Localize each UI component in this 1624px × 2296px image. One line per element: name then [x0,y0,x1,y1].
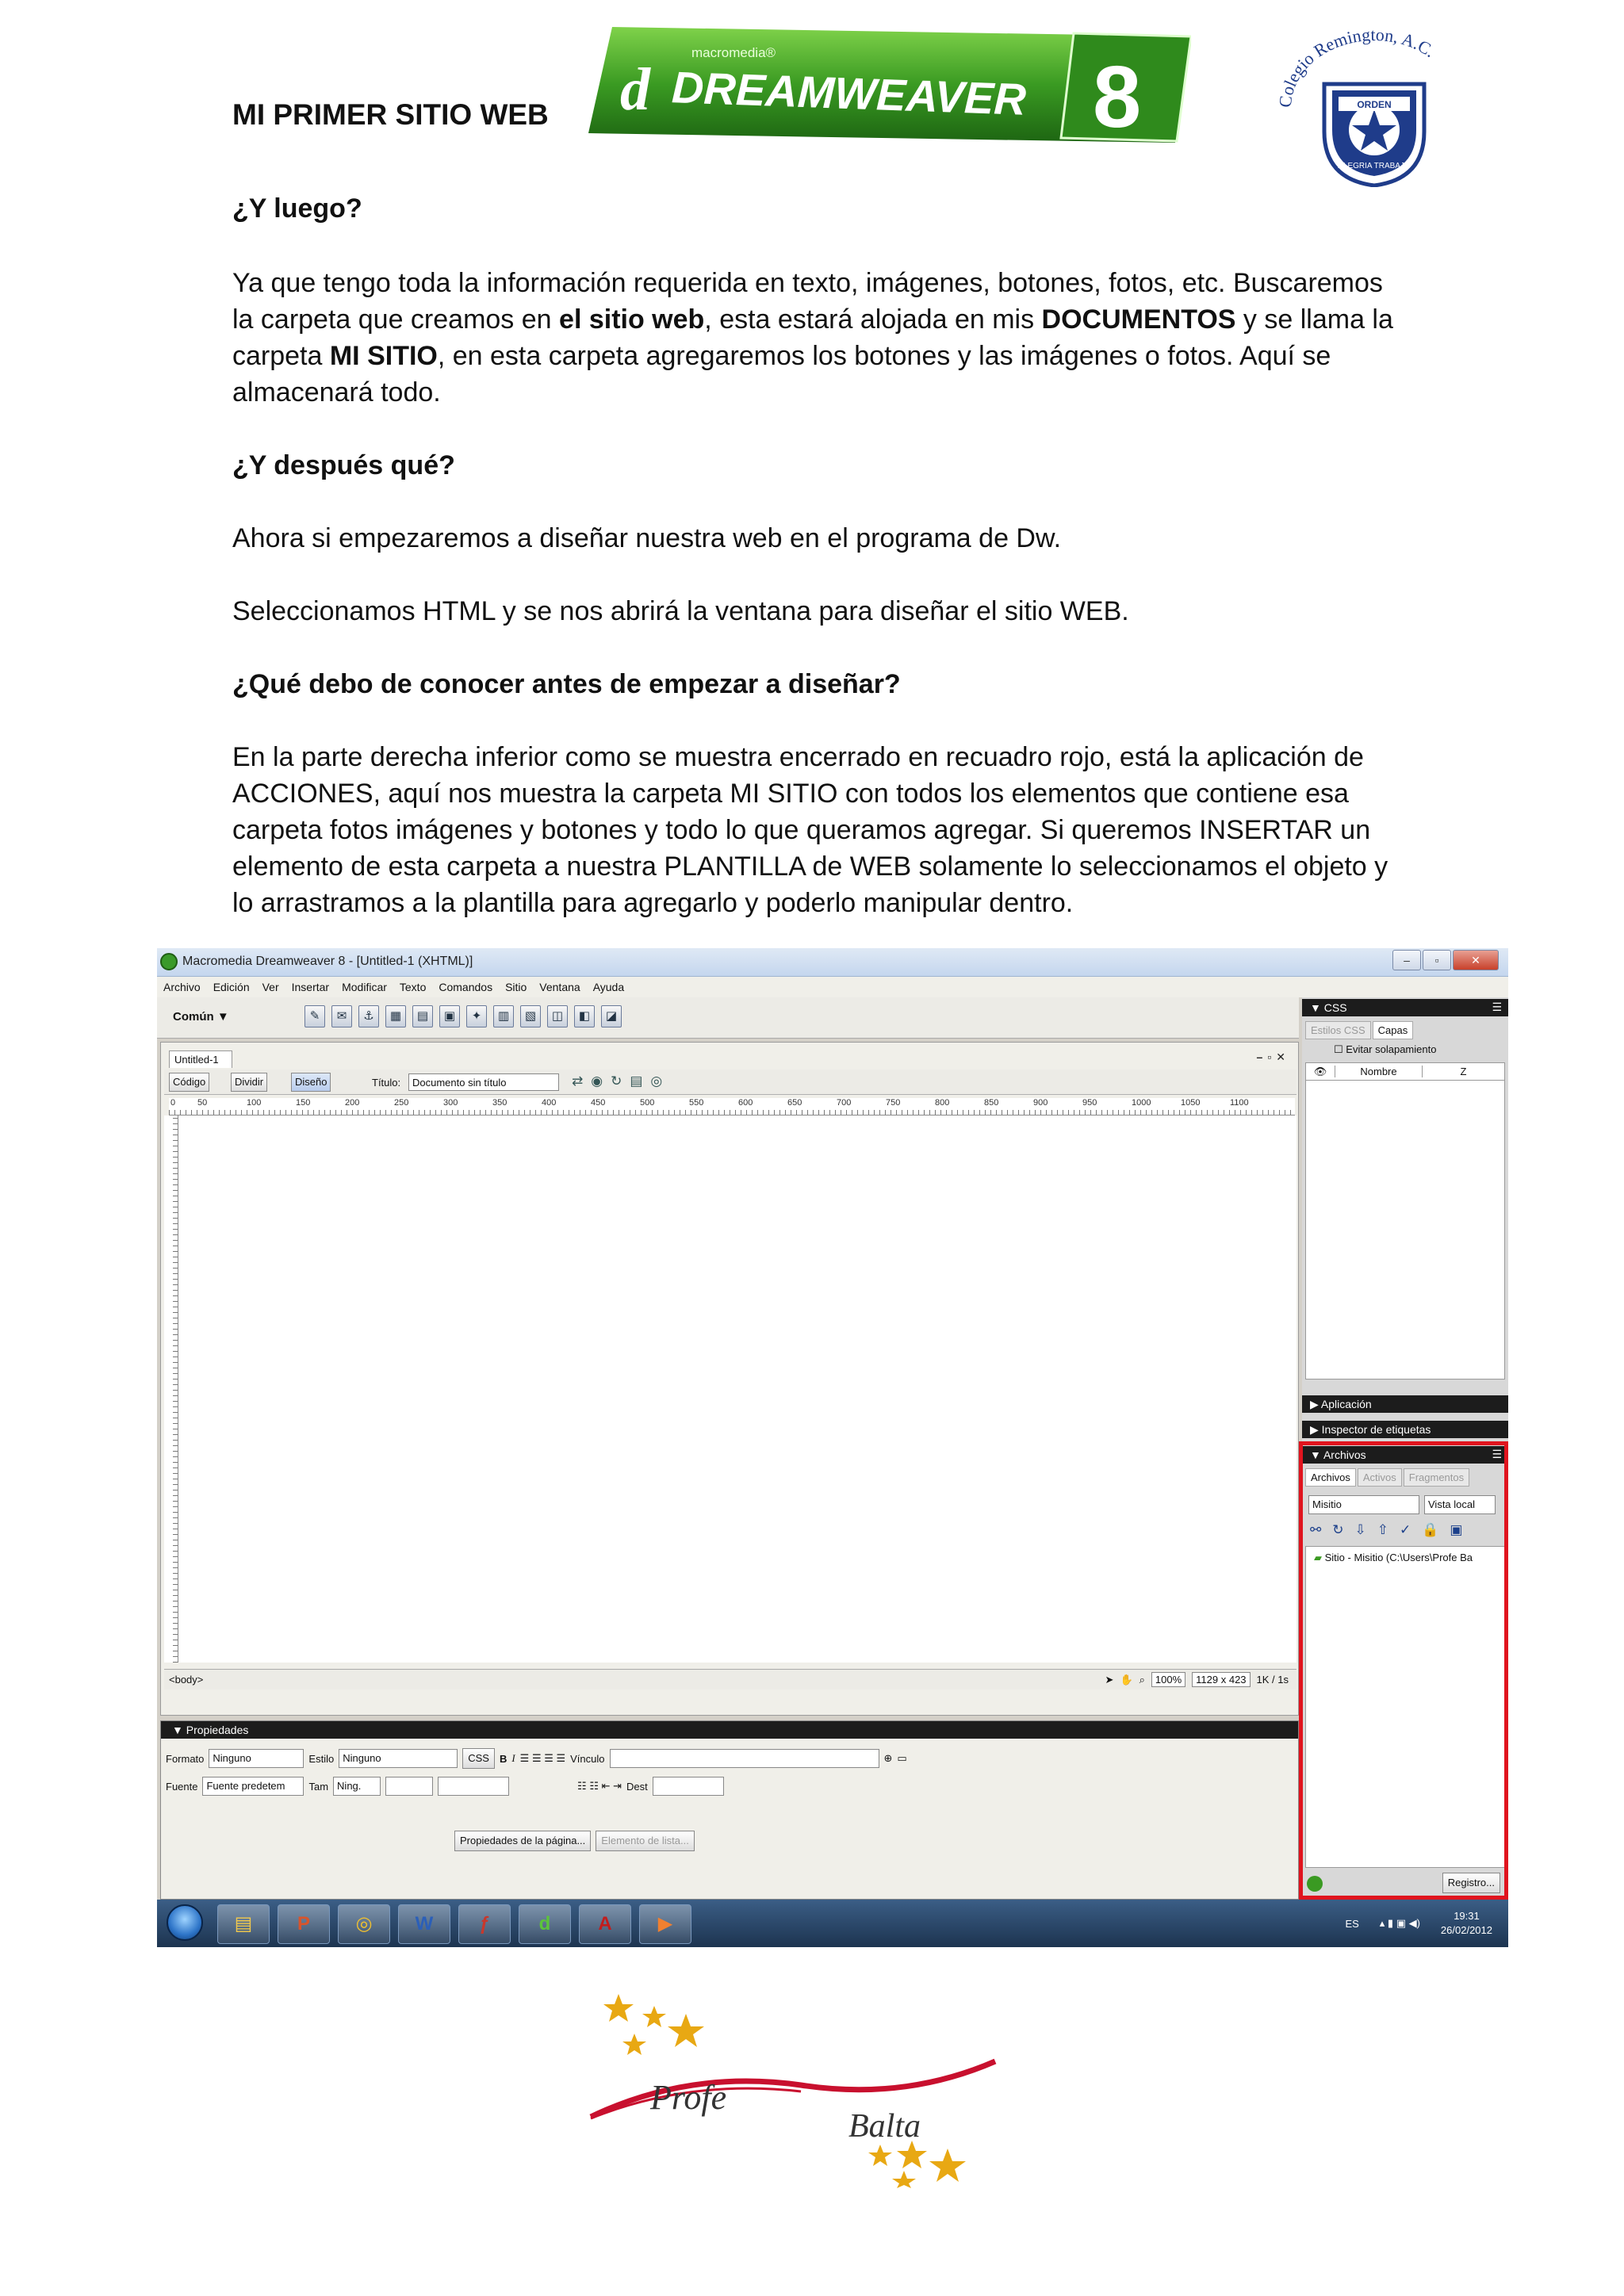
menu-insertar[interactable]: Insertar [291,981,330,993]
logo-d-mark: d [620,56,650,123]
taskbar-powerpoint[interactable]: P [278,1904,330,1944]
logo-macromedia: macromedia® [691,45,776,60]
zoom-select[interactable]: 100% [1151,1672,1185,1687]
windows-taskbar [157,1900,1508,1947]
system-tray [1345,1909,1492,1938]
start-button[interactable] [167,1904,203,1941]
ruler-mark: 300 [443,1098,458,1108]
window-size-select[interactable]: 1129 x 423 [1192,1672,1250,1687]
ruler-mark: 750 [886,1098,901,1108]
folder-icon: ▰ [1314,1552,1322,1563]
media-icon[interactable]: ✦ [466,1005,487,1027]
col-z: Z [1422,1066,1504,1077]
code-view-button[interactable]: Código [169,1073,209,1092]
star-icon [642,2006,666,2027]
seal-banner: ORDEN [1357,99,1392,110]
ruler-mark: 1050 [1181,1098,1201,1108]
overlap-checkbox[interactable]: ☐ Evitar solapamiento [1334,1043,1437,1055]
clock-time: 19:31 [1454,1910,1480,1922]
menu-edicion[interactable]: Edición [213,981,250,993]
panel-options-icon[interactable]: ☰ [1492,1001,1502,1013]
menu-ventana[interactable]: Ventana [539,981,580,993]
star-icon [868,2145,892,2166]
star-icon [668,2014,704,2047]
taskbar-dreamweaver[interactable]: d [519,1904,571,1944]
ruler-mark: 900 [1033,1098,1048,1108]
log-button[interactable]: Registro... [1442,1873,1500,1893]
layers-list[interactable] [1305,1062,1505,1380]
taskbar-explorer[interactable]: ▤ [217,1904,270,1944]
properties-header[interactable]: ▼ Propiedades [161,1721,1298,1739]
paragraph-4: En la parte derecha inferior como se muestra encerrado en recuadro rojo, está la aplicación de ACCIONES, aquí nos muestra la carpeta MI SITIO con todos los elementos que contiene esa carpeta fotos imágenes y botones y todo lo que queramos agregar. Si queremos INSERTAR un elemento de esta carpeta a nuestra PLANTILLA de WEB solamente lo seleccionamos el objeto y lo arrastramos a la plantilla para agregarlo y poderlo manipular dentro. [232,742,1388,918]
hyperlink-icon[interactable]: ✎ [304,1005,325,1027]
dreamweaver-screenshot [157,948,1508,1947]
files-options-icon[interactable]: ☰ [1492,1448,1502,1460]
design-canvas[interactable] [178,1115,1297,1663]
put-files-icon[interactable]: ⇧ [1377,1522,1388,1537]
clock-date: 26/02/2012 [1440,1924,1492,1936]
minimize-button[interactable]: – [1392,950,1421,970]
ruler-mark: 700 [837,1098,852,1108]
template-icon[interactable]: ◧ [574,1005,595,1027]
size-unit-select[interactable] [385,1777,433,1796]
menu-texto[interactable]: Texto [399,981,427,993]
tab-css-styles[interactable]: Estilos CSS [1305,1021,1371,1039]
menu-ver[interactable]: Ver [262,981,279,993]
document-toolbar [164,1070,1297,1095]
connect-icon[interactable]: ⚯ [1310,1522,1322,1537]
star-icon [892,2171,916,2188]
bold-icon[interactable]: B [499,1752,508,1765]
download-size: 1K / 1s [1256,1674,1289,1686]
comment-icon[interactable]: ◫ [547,1005,568,1027]
style-select[interactable]: Ninguno [339,1749,458,1768]
page-properties-button[interactable]: Propiedades de la página... [454,1831,591,1851]
refresh-files-icon[interactable]: ↻ [1332,1522,1344,1537]
style-label: Estilo [308,1752,335,1765]
browse-folder-icon[interactable]: ▭ [897,1752,907,1764]
overlap-checkbox-label: Evitar solapamiento [1346,1043,1437,1055]
server-include-icon[interactable]: ▧ [520,1005,541,1027]
p1-bold-documentos: DOCUMENTOS [1041,304,1236,335]
ruler-mark: 1000 [1132,1098,1151,1108]
dreamweaver-logo [588,22,1191,143]
check-in-icon[interactable]: 🔒 [1422,1522,1439,1537]
div-tag-icon[interactable]: ▤ [412,1005,433,1027]
view-select[interactable]: Vista local [1424,1495,1496,1514]
ruler-mark: 50 [197,1098,208,1108]
image-icon[interactable]: ▣ [439,1005,460,1027]
p1-part-a: Ya que tengo toda la información requerida en texto, imágenes, botones, fotos, etc. Buscaremos la carpeta que creamos en [232,268,1383,335]
list-item-button[interactable]: Elemento de lista... [596,1831,695,1851]
menu-bar [157,977,1508,997]
font-label: Fuente [166,1780,198,1793]
ruler-mark: 850 [984,1098,999,1108]
maximize-button[interactable]: ▫ [1423,950,1451,970]
preview-icon[interactable]: ◉ [591,1073,603,1089]
css-button[interactable]: CSS [462,1748,495,1769]
select-tool-icon[interactable]: ➤ [1105,1673,1114,1686]
target-select[interactable] [653,1777,724,1796]
menu-sitio[interactable]: Sitio [505,981,527,993]
title-label: Título: [372,1077,401,1089]
zoom-tool-icon[interactable]: ⌕ [1139,1673,1145,1686]
split-view-button[interactable]: Dividir [231,1073,267,1092]
ruler-mark: 950 [1082,1098,1097,1108]
logo-version: 8 [1093,48,1142,143]
p1-bold-sitio-web: el sitio web [559,304,705,335]
list-icons[interactable]: ☷ ☷ ⇤ ⇥ [577,1780,622,1792]
hand-tool-icon[interactable]: ✋ [1120,1673,1133,1686]
ruler-mark: 650 [787,1098,802,1108]
site-select[interactable]: Misitio [1308,1495,1419,1514]
window-controls [1392,950,1499,972]
tag-chooser-icon[interactable]: ◪ [601,1005,622,1027]
size-label: Tam [308,1780,329,1793]
ruler-mark: 150 [296,1098,311,1108]
title-input[interactable]: Documento sin título [408,1073,559,1091]
question-3: ¿Qué debo de conocer antes de empezar a diseñar? [232,669,901,699]
footer-text-balta: Balta [848,2108,921,2145]
file-management-icon[interactable]: ⇄ [572,1073,584,1089]
tab-assets[interactable]: Activos [1358,1468,1402,1487]
paragraph-3: Seleccionamos HTML y se nos abrirá la ventana para diseñar el sitio WEB. [232,596,1129,626]
design-view-button[interactable]: Diseño [291,1073,331,1092]
refresh-icon[interactable]: ↻ [611,1073,622,1089]
link-input[interactable] [610,1749,879,1768]
star-icon [622,2034,646,2055]
p1-part-c: , esta estará alojada en mis [704,304,1042,335]
ruler-mark: 1100 [1230,1098,1249,1108]
profe-balta-logo [587,1990,999,2188]
tag-selector[interactable]: <body> [169,1674,204,1686]
font-select[interactable]: Fuente predetem [202,1777,304,1796]
insert-bar [157,997,1299,1039]
clock[interactable] [1441,1909,1492,1938]
tab-layers[interactable]: Capas [1373,1021,1414,1039]
p1-part-g: , en esta carpeta agregaremos los botones y las imágenes o fotos. Aquí se almacenará todo. [232,341,1331,408]
italic-icon[interactable]: I [511,1752,515,1764]
ruler-mark: 200 [345,1098,360,1108]
paragraph-2: Ahora si empezaremos a diseñar nuestra web en el programa de Dw. [232,523,1062,553]
document-tab[interactable]: Untitled-1 [169,1050,232,1068]
insert-category-select[interactable]: Común ▼ [173,1010,229,1024]
taskbar-chrome[interactable]: ◎ [338,1904,390,1944]
document-window [160,1042,1299,1716]
menu-comandos[interactable]: Comandos [439,981,493,993]
align-icons[interactable]: ☰ ☰ ☰ ☰ [519,1752,566,1764]
taskbar-flash[interactable]: ƒ [458,1904,511,1944]
site-root-label: Sitio - Misitio (C:\Users\Profe Ba [1324,1552,1473,1563]
seal-motto: ALEGRIA TRABAJO [1338,162,1411,170]
star-icon [603,1994,634,2022]
star-icon [897,2141,927,2168]
seal-arc-text: Colegio Remington, A.C. [1275,29,1439,109]
application-panel-header[interactable]: ▶ Aplicación [1302,1395,1508,1413]
star-cluster-bottom [868,2141,966,2188]
files-panel-title: ▼ Archivos [1310,1448,1366,1461]
color-input[interactable] [438,1777,509,1796]
horizontal-ruler [169,1098,1295,1115]
ruler-mark: 0 [170,1098,176,1108]
css-panel-title: ▼ CSS [1310,1001,1347,1014]
document-status-bar [164,1669,1297,1689]
document-window-controls[interactable]: –▫✕ [1256,1050,1290,1063]
footer-text-profe: Profe [650,2078,727,2117]
ruler-mark: 500 [640,1098,655,1108]
ruler-mark: 350 [492,1098,508,1108]
ruler-mark: 800 [935,1098,950,1108]
size-select[interactable]: Ning. [333,1777,381,1796]
window-titlebar [157,948,1508,977]
ruler-mark: 550 [689,1098,704,1108]
question-2: ¿Y después qué? [232,450,455,480]
table-icon[interactable]: ▦ [385,1005,406,1027]
p1-bold-mi-sitio: MI SITIO [329,341,438,371]
ruler-mark: 400 [542,1098,557,1108]
star-icon [929,2149,966,2182]
document-title: MI PRIMER SITIO WEB [232,98,549,131]
get-files-icon[interactable]: ⇩ [1354,1522,1366,1537]
anchor-icon[interactable]: ⚓ [358,1005,379,1027]
link-label: Vínculo [570,1752,605,1765]
ruler-mark: 100 [247,1098,262,1108]
view-options-icon[interactable]: ▤ [630,1073,643,1089]
check-out-icon[interactable]: ✓ [1400,1522,1411,1537]
target-label: Dest [626,1780,648,1793]
date-icon[interactable]: ▥ [493,1005,514,1027]
taskbar-word[interactable]: W [398,1904,450,1944]
col-name: Nombre [1335,1066,1422,1077]
ruler-mark: 450 [591,1098,606,1108]
window-title: Macromedia Dreamweaver 8 - [Untitled-1 (XHTML)] [182,955,473,968]
tag-inspector-panel-header[interactable]: ▶ Inspector de etiquetas [1302,1421,1508,1438]
css-panel-header[interactable] [1302,999,1508,1016]
point-to-file-icon[interactable]: ⊕ [883,1752,893,1764]
eye-icon: 👁 [1313,1065,1327,1077]
tab-files[interactable]: Archivos [1305,1468,1356,1487]
tray-icons[interactable]: ▴ ▮ ▣ ◀) [1379,1917,1420,1929]
menu-modificar[interactable]: Modificar [342,981,387,993]
properties-inspector [160,1720,1299,1900]
taskbar-acrobat[interactable]: A [579,1904,631,1944]
p1-part-e: y se llama la carpeta [232,304,1393,371]
close-button[interactable]: ✕ [1453,950,1499,970]
format-select[interactable]: Ninguno [209,1749,304,1768]
paragraph-1 [232,265,1398,411]
ruler-mark: 600 [738,1098,753,1108]
tab-snippets[interactable]: Fragmentos [1404,1468,1469,1487]
format-label: Formato [166,1752,205,1765]
school-seal [1275,29,1473,187]
expand-icon[interactable]: ▣ [1450,1522,1463,1537]
taskbar-media[interactable]: ▶ [639,1904,691,1944]
menu-ayuda[interactable]: Ayuda [592,981,625,993]
menu-archivo[interactable]: Archivo [163,981,201,993]
dreamweaver-app-icon [160,953,178,970]
star-cluster-top [603,1994,704,2055]
language-indicator[interactable]: ES [1345,1917,1359,1930]
vertical-ruler [164,1115,178,1663]
ruler-mark: 250 [394,1098,409,1108]
visual-aids-icon[interactable]: ◎ [650,1073,663,1089]
highlight-frame [1299,1441,1508,1900]
question-1: ¿Y luego? [232,193,362,224]
email-link-icon[interactable]: ✉ [331,1005,352,1027]
logo-name: DREAMWEAVER [671,62,1027,124]
